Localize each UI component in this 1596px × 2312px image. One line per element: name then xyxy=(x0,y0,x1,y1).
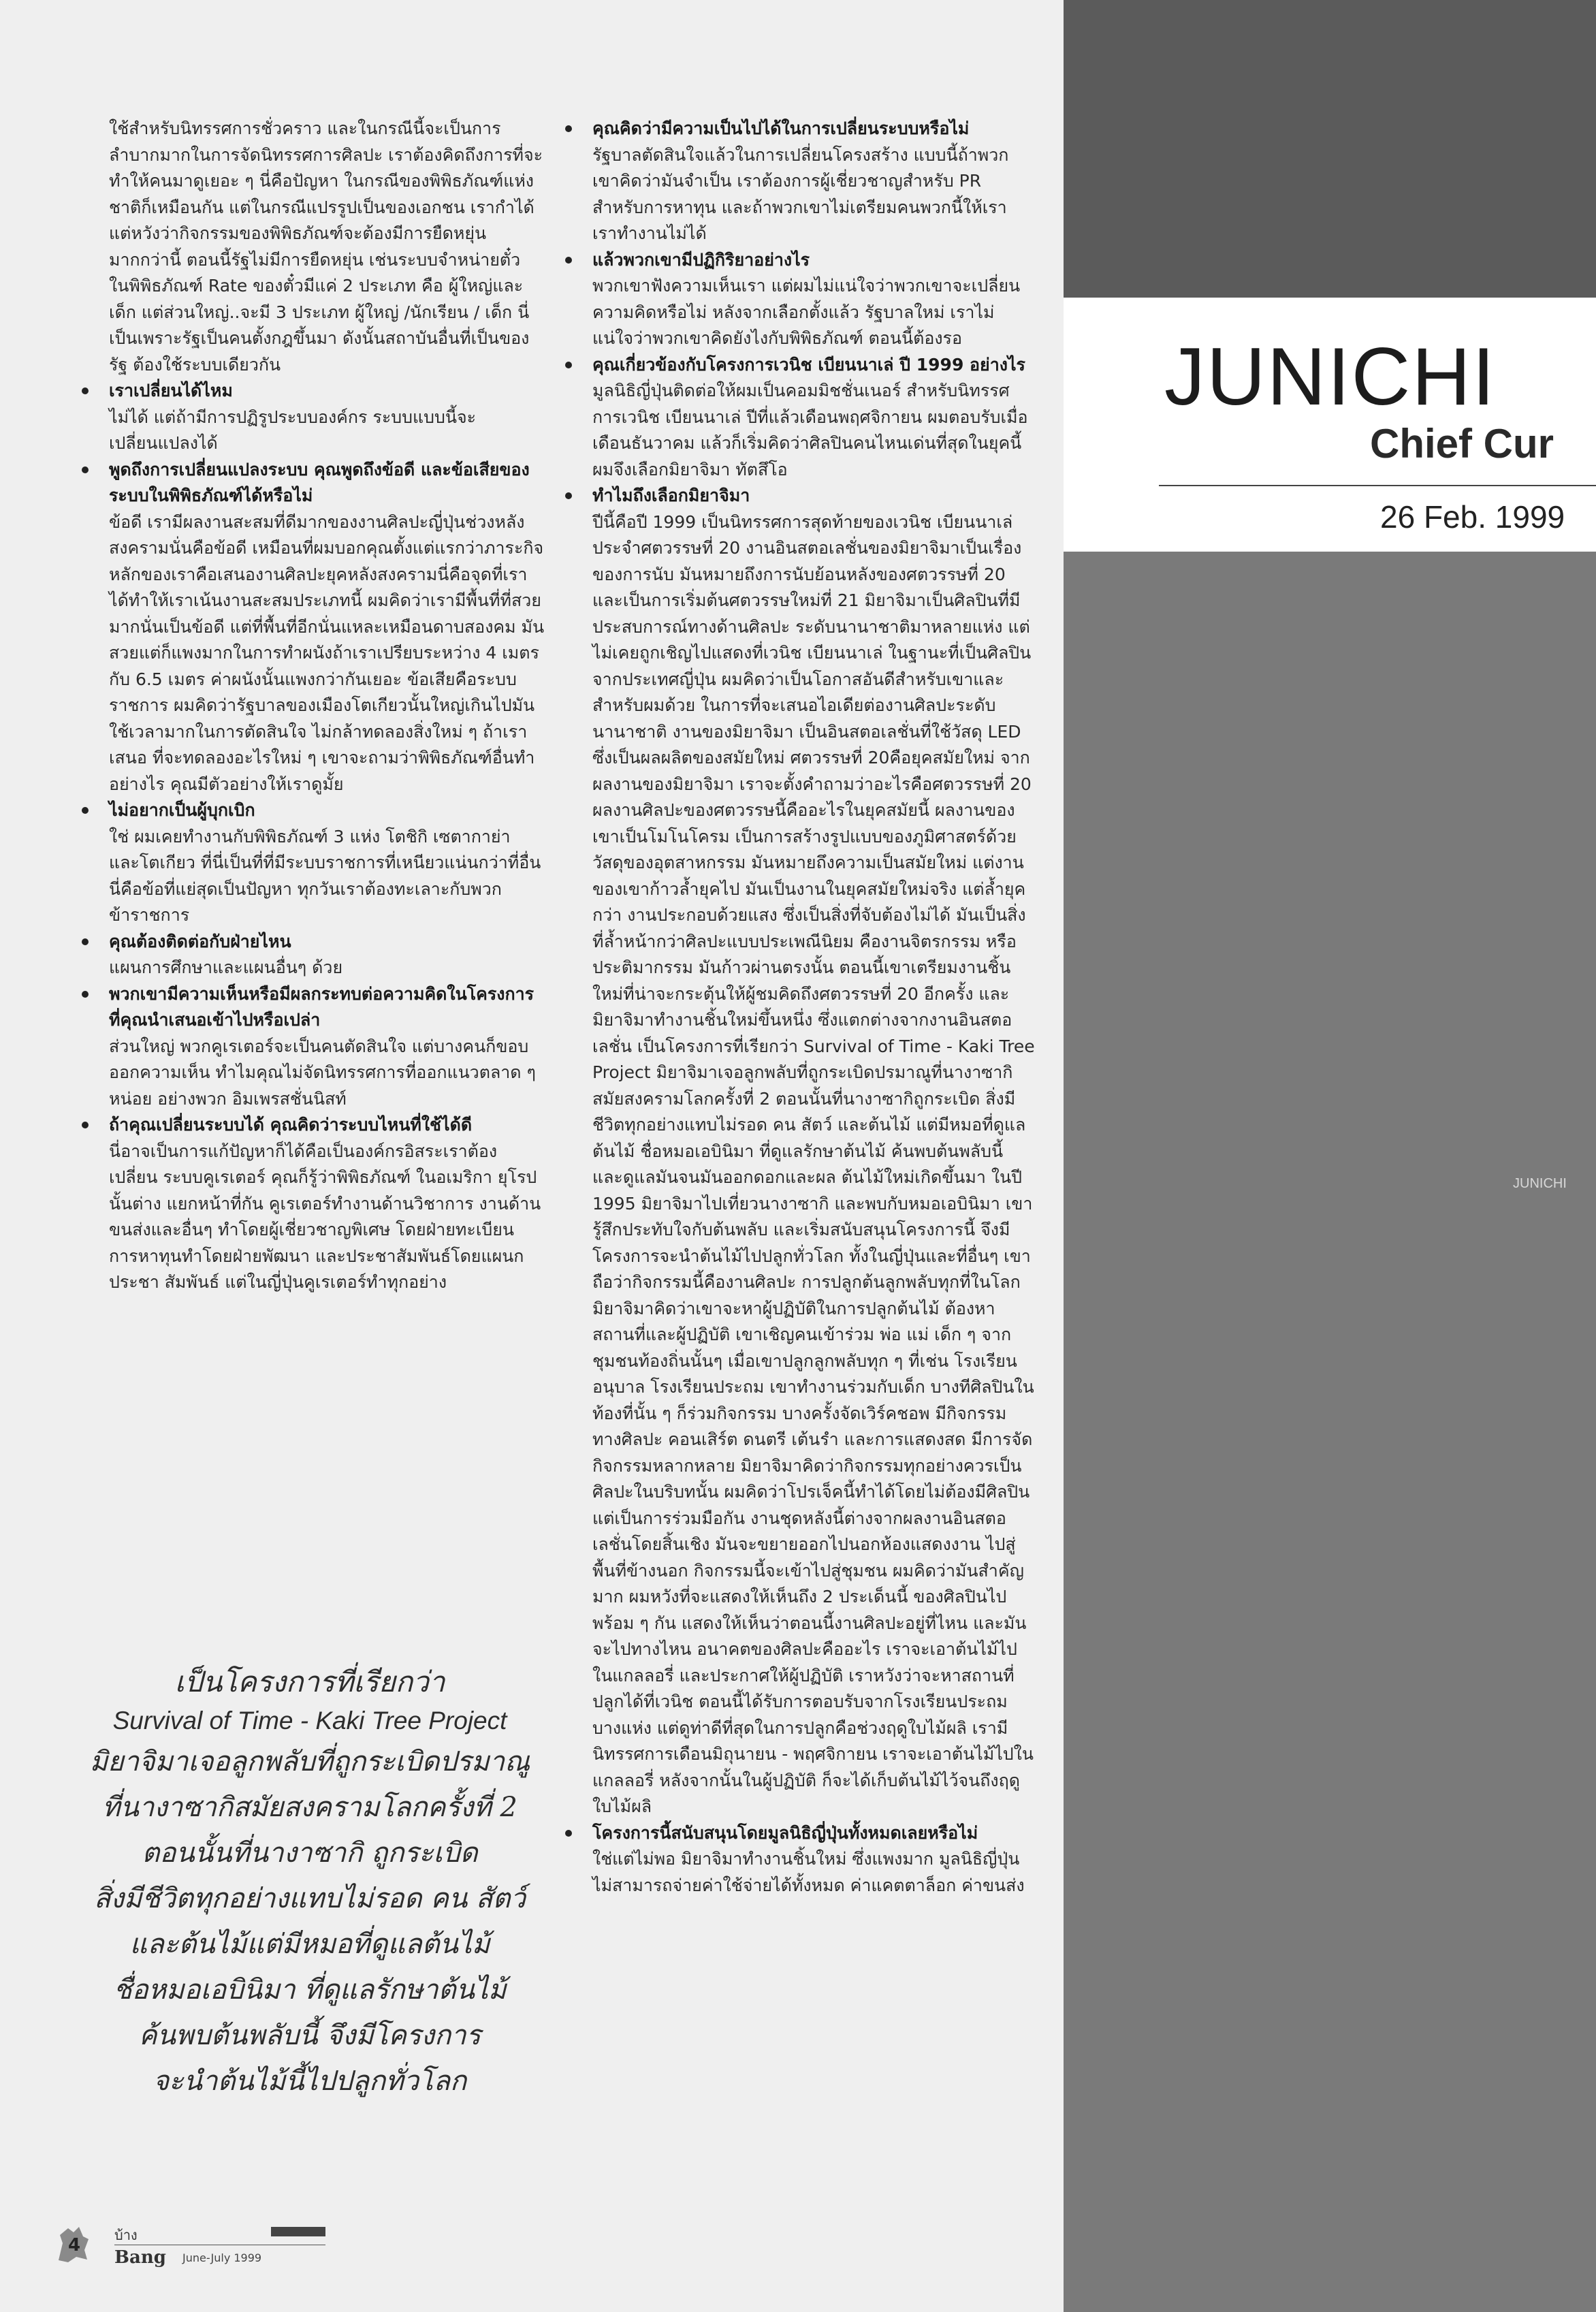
question: ถ้าคุณเปลี่ยนระบบได้ คุณคิดว่าระบบไหนที่ใช้ได้ดี xyxy=(109,1112,545,1139)
answer: ข้อดี เรามีผลงานสะสมที่ดีมากของงานศิลปะญี่ปุ่นช่วงหลังสงครามนั่นคือข้อดี เหมือนที่ผมบอกคุณตั้งแต่แรกว่าภาระกิจหลักของเราคือเสนองานศิลปะยุคหลังสงครามนี่คือจุดที่เราได้ทำให้เราเน้นงานสะสมประเภทนี้ ผมคิดว่าเรามีพื้นที่ที่สวยมากนั่นเป็นข้อดี แต่ที่พื้นที่อีกนั่นแหละเหมือนดาบสองคม มันสวยแต่ก็แพงมากในการทำผนังถ้าเราเปรียบระหว่าง 4 เมตรกับ 6.5 เมตร ค่าผนังนั้นแพงกว่ากันเยอะ ข้อเสียคือระบบราชการ ผมคิดว่ารัฐบาลของเมืองโตเกียวนั้นใหญ่เกินไปมัน ใช้เวลามากในการตัดสินใจ ไม่กล้าทดลองสิ่งใหม่ ๆ ถ้าเราเสนอ ที่จะทดลองอะไรใหม่ ๆ เขาจะถามว่าพิพิธภัณฑ์อื่นทำอย่างไร คุณมีตัวอย่างให้เราดูมั้ย xyxy=(109,511,545,794)
answer: นี่อาจเป็นการแก้ปัญหาก็ได้คือเป็นองค์กรอิสระเราต้องเปลี่ยน ระบบคูเรเตอร์ คุณก็รู้ว่าพิพิธภัณฑ์ ในอเมริกา ยุโรปนั้นต่าง แยกหน้าที่กัน คูเรเตอร์ทำงานด้านวิชาการ งานด้านขนส่งและอื่นๆ ทำโดยผู้เชี่ยวชาญพิเศษ โดยฝ่ายทะเบียน การหาทุนทำโดยฝ่ายพัฒนา และประชาสัมพันธ์โดยแผนกประชา สัมพันธ์ แต่ในญี่ปุ่นคูเรเตอร์ทำทุกอย่าง xyxy=(109,1141,541,1292)
pull-quote xyxy=(89,1662,531,2104)
footer-bar xyxy=(271,2227,325,2236)
pull-quote-line: เป็นโครงการที่เรียกว่า xyxy=(174,1665,445,1698)
pull-quote-line: มิยาจิมาเจอลูกพลับที่ถูกระเบิดปรมาณู xyxy=(89,1746,530,1777)
qa-item xyxy=(109,981,545,1113)
page-footer xyxy=(53,2213,298,2275)
qa-item xyxy=(109,378,545,457)
qa-item xyxy=(592,483,1035,1820)
qa-item xyxy=(109,929,545,981)
qa-item xyxy=(592,1820,1035,1899)
pull-quote-line: ตอนนั้นที่นางาซากิ ถูกระเบิด xyxy=(142,1837,478,1869)
answer: พวกเขาฟังความเห็นเรา แต่ผมไม่แน่ใจว่าพวกเขาจะเปลี่ยนความคิดหรือไม่ หลังจากเลือกตั้งแล้ว รัฐบาลใหม่ เราไม่แน่ใจว่าพวกเขาคิดยังไงกับพิพิธภัณฑ์ ตอนนี้ต้องรอ xyxy=(592,276,1021,348)
pull-quote-project-name: Survival of Time - Kaki Tree Project xyxy=(112,1707,507,1735)
interviewee-role: Chief Cur xyxy=(1370,421,1554,466)
qa-item xyxy=(592,116,1035,247)
left-column xyxy=(109,116,545,1296)
intro-paragraph: ใช้สำหรับนิทรรศการชั่วคราว และในกรณีนี้จะเป็นการลำบากมากในการจัดนิทรรศการศิลปะ เราต้องคิดถึงการที่จะทำให้คนมาดูเยอะ ๆ นี่คือปัญหา ในกรณีของพิพิธภัณฑ์แห่งชาติก็เหมือนกัน แต่ในกรณีแปรรูปเป็นของเอกชน เรากำได้แต่หวังว่ากิจกรรมของพิพิธภัณฑ์จะต้องมีการยืดหยุ่นมากกว่านี้ ตอนนี้รัฐไม่มีการยืดหยุ่น เช่นระบบจำหน่ายตั๋ว ในพิพิธภัณฑ์ Rate ของตั๋วมีแค่ 2 ประเภท คือ ผู้ใหญ่และเด็ก แต่ส่วนใหญ่..จะมี 3 ประเภท ผู้ใหญ่ /นักเรียน / เด็ก นี่เป็นเพราะรัฐเป็นคนตั้งกฎขึ้นมา ดังนั้นสถาบันอื่นที่เป็นของรัฐ ต้องใช้ระบบเดียวกัน xyxy=(109,118,543,375)
qa-item xyxy=(109,797,545,929)
answer: ใช่ ผมเคยทำงานกับพิพิธภัณฑ์ 3 แห่ง โตชิกิ เซตากาย่า และโตเกียว ที่นี่เป็นที่ที่มีระบบราชการที่เหนียวแน่นกว่าที่อื่น นี่คือข้อที่แย่สุดเป็นปัญหา ทุกวันเราต้องทะเลาะกับพวกข้าราชการ xyxy=(109,826,541,925)
pull-quote-line: ชื่อหมอเอบินิมา ที่ดูแลรักษาต้นไม้ xyxy=(113,1974,507,2006)
qa-item xyxy=(109,1112,545,1296)
pull-quote-line: ค้นพบต้นพลับนี้ จึงมีโครงการ xyxy=(138,2020,481,2051)
pull-quote-line: และต้นไม้แต่มีหมอที่ดูแลต้นไม้ xyxy=(129,1929,490,1960)
question: โครงการนี้สนับสนุนโดยมูลนิธิญี่ปุ่นทั้งหมดเลยหรือไม่ xyxy=(592,1820,1035,1847)
answer: ไม่ได้ แต่ถ้ามีการปฏิรูประบบองค์กร ระบบแบบนี้จะเปลี่ยนแปลงได้ xyxy=(109,407,477,453)
footer-brand: Bang xyxy=(114,2247,166,2268)
footer-thai-title: บ้าง xyxy=(114,2227,138,2243)
interviewee-name: JUNICHI xyxy=(1164,331,1497,422)
header-divider xyxy=(1159,485,1596,486)
question: พูดถึงการเปลี่ยนแปลงระบบ คุณพูดถึงข้อดี และข้อเสียของระบบในพิพิธภัณฑ์ได้หรือไม่ xyxy=(109,457,545,509)
qa-item xyxy=(592,247,1035,352)
pull-quote-line: จะนำต้นไม้นี้ไปปลูกทั่วโลก xyxy=(153,2065,467,2097)
dark-band xyxy=(1064,0,1596,298)
pull-quote-line: ที่นางาซากิสมัยสงครามโลกครั้งที่ 2 xyxy=(102,1792,517,1823)
page-number: 4 xyxy=(68,2235,81,2255)
side-caption: JUNICHI xyxy=(1513,1176,1567,1191)
question: คุณต้องติดต่อกับฝ่ายไหน xyxy=(109,929,545,955)
footer-issue: June-July 1999 xyxy=(182,2251,262,2264)
answer: ใช่แต่ไม่พอ มิยาจิมาทำงานชิ้นใหม่ ซึ่งแพงมาก มูลนิธิญี่ปุ่นไม่สามารถจ่ายค่าใช้จ่ายได้ทั้งหมด ค่าแคตตาล็อก ค่าขนส่ง xyxy=(592,1849,1025,1895)
answer: ปีนี้คือปี 1999 เป็นนิทรรศการสุดท้ายของเวนิช เบียนนาเล่ ประจำศตวรรษที่ 20 งานอินสตอเลชั่นของมิยาจิมาเป็นเรื่องของการนับ มันหมายถึงการนับย้อนหลังของศตวรรษที่ 20 และเป็นการเริ่มต้นศตวรรษใหม่ที่ 21 มิยาจิมาเป็นศิลปินที่มีประสบการณ์ทางด้านศิลปะ ระดับนานาชาติมาหลายแห่ง แต่ไม่เคยถูกเชิญไปแสดงที่เวนิช เบียนนาเล่ ในฐานะที่เป็นศิลปินจากประเทศญี่ปุ่น ผมคิดว่าเป็นโอกาสอันดีสำหรับเขาและสำหรับผมด้วย ในการที่จะเสนอไอเดียต่องานศิลปะระดับนานาชาติ งานของมิยาจิมา เป็นอินสตอเลชั่นที่ใช้วัสดุ LED ซึ่งเป็นผลผลิตของสมัยใหม่ ศตวรรษที่ 20คือยุคสมัยใหม่ จากผลงานของมิยาจิมา เราจะตั้งคำถามว่าอะไรคือศตวรรษที่ 20 ผลงานศิลปะของศตวรรษนี้คืออะไรในยุคสมัยนี้ ผลงานของเขาเป็นโมโนโครม เป็นการสร้างรูปแบบของภูมิศาสตร์ด้วยวัสดุของอุตสาหกรรม มันหมายถึงความเป็นสมัยใหม่ แต่งานของเขาก้าวล้ำยุคไป มันเป็นงานในยุคสมัยใหม่จริง แต่ล้ำยุคกว่า งานประกอบด้วยแสง ซึ่งเป็นสิ่งที่จับต้องไม่ได้ มันเป็นสิ่งที่ล้ำหน้ากว่าศิลปะแบบประเพณีนิยม คืองานจิตรกรรม หรือประติมากรรม มันก้าวผ่านตรงนั้น ตอนนี้เขาเตรียมงานชิ้นใหม่ที่น่าจะกระตุ้นให้ผู้ชมคิดถึงศตวรรษที่ 20 อีกครั้ง และมิยาจิมาทำงานชิ้นใหม่ขึ้นหนึ่ง ซึ่งแตกต่างจากงานอินสตอเลชั่น เป็นโครงการที่เรียกว่า Survival of Time - Kaki Tree Project มิยาจิมาเจอลูกพลับที่ถูกระเบิดปรมาณูที่นางาซากิสมัยสงครามโลกครั้งที่ 2 ตอนนั้นที่นางาซากิถูกระเบิด สิ่งมีชีวิตทุกอย่างแทบไม่รอด คน สัตว์ และต้นไม้ แต่มีหมอที่ดูแลต้นไม้ ชื่อหมอเอบินิมา ที่ดูแลรักษาต้นไม้ ค้นพบต้นพลับนี้ และดูแลมันจนมันออกดอกและผล ต้นไม้ใหม่เกิดขึ้นมา ในปี 1995 มิยาจิมาไปเที่ยวนางาซากิ และพบกับหมอเอบินิมา เขารู้สึกประทับใจกับต้นพลับ และเริ่มสนับสนุนโครงการนี้ จึงมีโครงการจะนำต้นไม้ไปปลูกทั่วโลก ทั้งในญี่ปุ่นและที่อื่นๆ เขาถือว่ากิจกรรมนี้คืองานศิลปะ การปลูกต้นลูกพลับทุกที่ในโลก มิยาจิมาคิดว่าเขาจะหาผู้ปฏิบัติในการปลูกต้นไม้ ต้องหาสถานที่และผู้ปฏิบัติ เขาเชิญคนเข้าร่วม พ่อ แม่ เด็ก ๆ จากชุมชนท้องถิ่นนั้นๆ เมื่อเขาปลูกลูกพลับทุก ๆ ที่เช่น โรงเรียนอนุบาล โรงเรียนประถม เขาทำงานร่วมกับเด็ก บางทีศิลปินในท้องที่นั้น ๆ ก็ร่วมกิจกรรม บางครั้งจัดเวิร์คชอพ มีกิจกรรมทางศิลปะ คอนเสิร์ต ดนตรี เต้นรำ และการแสดงสด มีการจัดกิจกรรมหลากหลาย มิยาจิมาคิดว่ากิจกรรมทุกอย่างควรเป็นศิลปะในบริบทนั้น ผมคิดว่าโปรเจ็คนี้ทำได้โดยไม่ต้องมีศิลปินแต่เป็นการร่วมมือกัน งานชุดหลังนี้ต่างจากผลงานอินสตอเลชั่นโดยสิ้นเชิง มันจะขยายออกไปนอกห้องแสดงงาน ไปสู่พื้นที่ข้างนอก กิจกรรมนี้จะเข้าไปสู่ชุมชน ผมคิดว่ามันสำคัญมาก ผมหวังที่จะแสดงให้เห็นถึง 2 ประเด็นนี้ ของศิลปินไปพร้อม ๆ กัน แสดงให้เห็นว่าตอนนี้งานศิลปะอยู่ที่ไหน และมันจะไปทางไหน อนาคตของศิลปะคืออะไร เราจะเอาต้นไม้ไปในแกลลอรี่ และประกาศให้ผู้ปฏิบัติ เราหวังว่าจะหาสถานที่ปลูกได้ที่เวนิช ตอนนี้ได้รับการตอบรับจากโรงเรียนประถมบางแห่ง แต่ดูท่าดีที่สุดในการปลูกคือช่วงฤดูใบไม้ผลิ เรามีนิทรรศการเดือนมิถุนายน - พฤศจิกายน เราจะเอาต้นไม้ไปในแกลลอรี่ หลังจากนั้นในผู้ปฏิบัติ ก็จะได้เก็บต้นไม้ไว้จนถึงฤดูใบไม้ผลิ xyxy=(592,511,1035,1816)
question: ไม่อยากเป็นผู้บุกเบิก xyxy=(109,797,545,824)
question: คุณคิดว่ามีความเป็นไปได้ในการเปลี่ยนระบบหรือไม่ xyxy=(592,116,1035,142)
answer: รัฐบาลตัดสินใจแล้วในการเปลี่ยนโครงสร้าง แบบนี้ถ้าพวกเขาคิดว่ามันจำเป็น เราต้องการผู้เชี่ยวชาญสำหรับ PR สำหรับการหาทุน และถ้าพวกเขาไม่เตรียมคนพวกนี้ให้เรา เราทำงานไม่ได้ xyxy=(592,144,1009,243)
qa-item xyxy=(109,457,545,798)
answer: แผนการศึกษาและแผนอื่นๆ ด้วย xyxy=(109,957,343,977)
facing-page xyxy=(1064,0,1596,2312)
question: เราเปลี่ยนได้ไหม xyxy=(109,378,545,405)
interview-date: 26 Feb. 1999 xyxy=(1380,499,1565,535)
question: แล้วพวกเขามีปฏิกิริยาอย่างไร xyxy=(592,247,1035,274)
answer: ส่วนใหญ่ พวกคูเรเตอร์จะเป็นคนตัดสินใจ แต่บางคนก็ขอบออกความเห็น ทำไมคุณไม่จัดนิทรรศการที่ออกแนวตลาด ๆ หน่อย อย่างพวก อิมเพรสชั่นนิสท์ xyxy=(109,1036,536,1109)
question: พวกเขามีความเห็นหรือมีผลกระทบต่อความคิดในโครงการที่คุณนำเสนอเข้าไปหรือเปล่า xyxy=(109,981,545,1034)
answer: มูลนิธิญี่ปุ่นติดต่อให้ผมเป็นคอมมิชชั่นเนอร์ สำหรับนิทรรศการเวนิช เบียนนาเล่ ปีที่แล้วเดือนพฤศจิกายน ผมตอบรับเมื่อเดือนธันวาคม แล้วก็เริ่มคิดว่าศิลปินคนไหนเด่นที่สุดในยุคนี้ ผมจึงเลือกมิยาจิมา ทัตสึโอ xyxy=(592,381,1028,479)
qa-item xyxy=(592,352,1035,484)
question: ทำไมถึงเลือกมิยาจิมา xyxy=(592,483,1035,509)
pull-quote-line: สิ่งมีชีวิตทุกอย่างแทบไม่รอด คน สัตว์ xyxy=(94,1883,526,1914)
question: คุณเกี่ยวข้องกับโครงการเวนิช เบียนนาเล่ ปี 1999 อย่างไร xyxy=(592,352,1035,379)
interview-header xyxy=(1064,298,1596,552)
right-column xyxy=(592,116,1035,1899)
